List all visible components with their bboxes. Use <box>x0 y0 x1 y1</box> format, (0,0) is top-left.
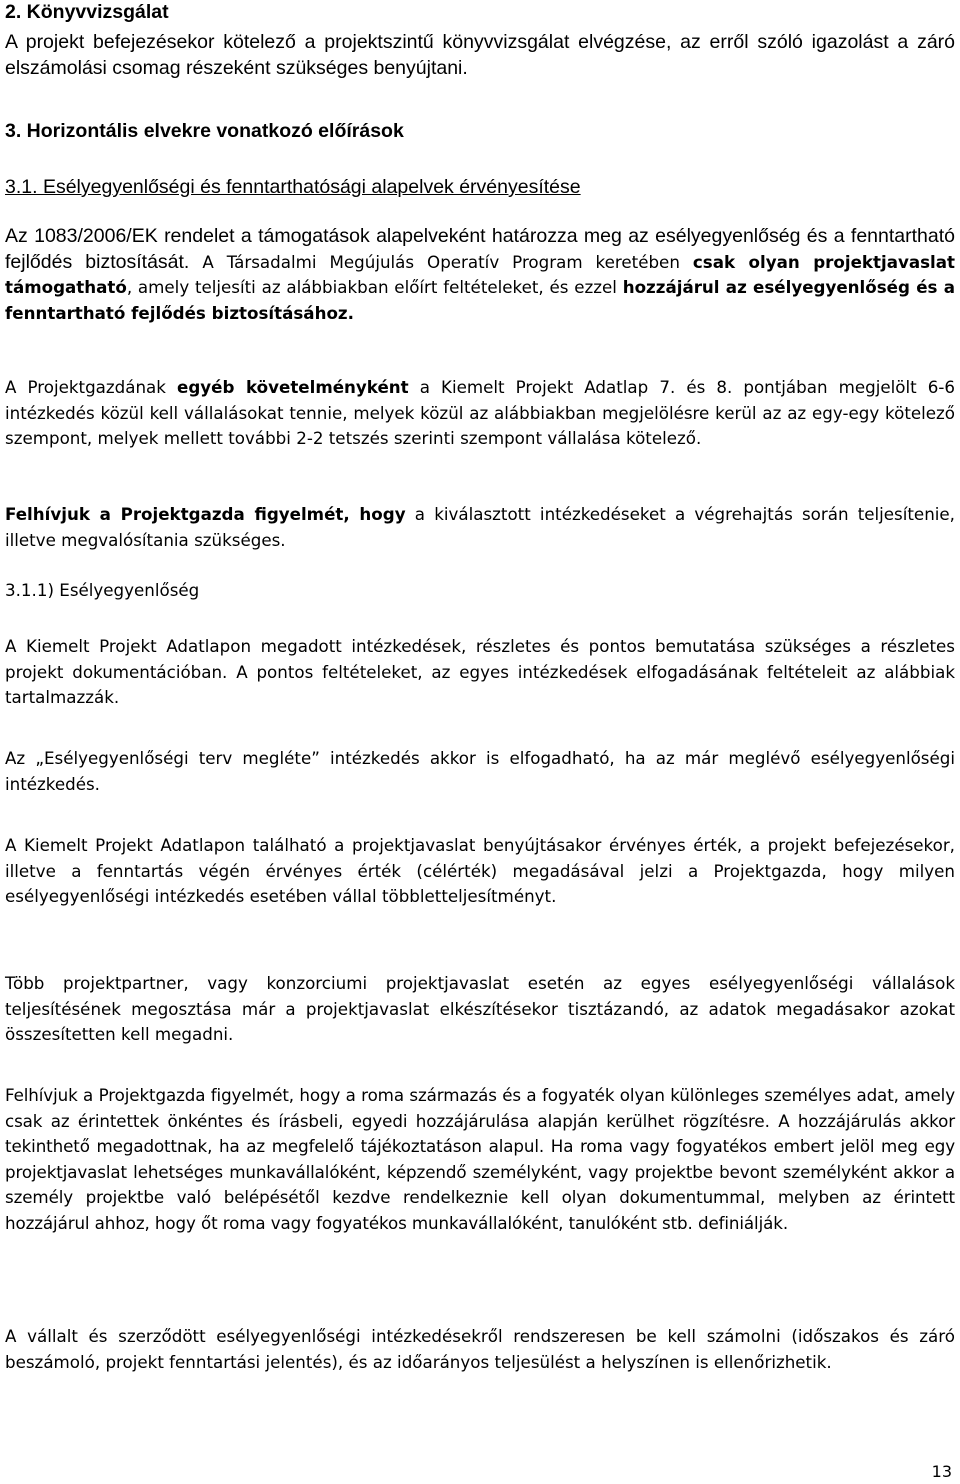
p2-text-b: a Kiemelt Projekt Adatlap 7. és 8. pontjában megjelölt 6-6 intézkedés közül kell vállalásokat tennie, melyek közül az alábbiakban megjelölésre kerül az az egy-egy kötelező szempont, melyek mellett további 2-2 tetszés szerinti szempont vállalása kötelező. <box>5 377 956 448</box>
section-3-1-1-heading: 3.1.1) Esélyegyenlőség <box>5 580 200 600</box>
p2-bold: egyéb követelményként <box>177 377 409 397</box>
section-3-1-1-paragraph-1: A Kiemelt Projekt Adatlapon megadott intézkedések, részletes és pontos bemutatása szükséges a részletes projekt dokumentációban. A pontos feltételeket, az egyes intézkedések elfogadásának feltételeit az alábbiak tartalmazzák. <box>5 636 955 707</box>
section-3-1-1-paragraph-5: Felhívjuk a Projektgazda figyelmét, hogy a roma származás és a fogyaték olyan különleges személyes adat, amely csak az érintettek önkéntes és írásbeli, egyedi hozzájárulása alapján kerülhet rögzítésre. A hozzájárulás akkor tekinthető megadottnak, ha az megfelelő tájékoztatáson alapul. Ha roma vagy fogyatékos embert jelöl meg egy projektjavaslat lehetséges munkavállalóként, képzendő személyként, vagy projektbe bevont személyként akkor a személy projektbe való belépésétől kezdve rendelkeznie kell olyan dokumentummal, melyben az érintett hozzájárul ahhoz, hogy őt roma vagy fogyatékos munkavállalóként, tanulóként stb. definiálják. <box>5 1085 955 1233</box>
section-3-1-1-paragraph-4: Több projektpartner, vagy konzorciumi projektjavaslat esetén az egyes esélyegyenlőségi vállalások teljesítésének megosztása már a projektjavaslat elkészítésekor tisztázandó, az adatok megadásakor azokat összesítetten kell megadni. <box>5 973 955 1044</box>
section-3-1-paragraph-2 <box>5 375 955 452</box>
intro-regulation-text: Az 1083/2006/EK rendelet a támogatások alapelveként határozza meg az esélyegyenlőség és a fenntartható fejlődés biztosítását. <box>5 225 955 273</box>
p2-text-a: A Projektgazdának <box>5 377 178 397</box>
p3-bold: Felhívjuk a Projektgazda figyelmét, hogy <box>5 504 406 524</box>
intro-text-b: A Társadalmi Megújulás Operatív Program keretében <box>189 251 693 272</box>
section-3-heading: 3. Horizontális elvekre vonatkozó előírások <box>5 120 404 142</box>
section-3-1-intro <box>5 224 955 326</box>
section-3-1-heading: 3.1. Esélyegyenlőségi és fenntarthatósági alapelvek érvényesítése <box>5 176 581 198</box>
section-2-heading: 2. Könyvvizsgálat <box>5 1 169 23</box>
page-number: 13 <box>931 1462 952 1481</box>
intro-text-c: , amely teljesíti az alábbiakban előírt feltételeket, és ezzel <box>126 277 623 297</box>
p3-text: a kiválasztott intézkedéseket a végrehajtás során teljesítenie, illetve megvalósítania szükséges. <box>5 504 955 550</box>
section-3-1-1-paragraph-2: Az „Esélyegyenlőségi terv megléte” intézkedés akkor is elfogadható, ha az már meglévő esélyegyenlőségi intézkedés. <box>5 748 955 794</box>
section-3-1-1-paragraph-3: A Kiemelt Projekt Adatlapon található a projektjavaslat benyújtásakor érvényes érték, a projekt befejezésekor, illetve a fenntartás végén érvényes érték (célérték) megadásával jelzi a Projektgazda, hogy milyen esélyegyenlőségi intézkedés esetében vállal többletteljesítményt. <box>5 835 955 906</box>
section-3-1-paragraph-3 <box>5 502 955 553</box>
section-2-text: A projekt befejezésekor kötelező a projektszintű könyvvizsgálat elvégzése, az erről szóló igazolást a záró elszámolási csomag részeként szükséges benyújtani. <box>5 31 955 79</box>
section-2 <box>5 0 955 81</box>
section-3-1-1-paragraph-6: A vállalt és szerződött esélyegyenlőségi intézkedésekről rendszeresen be kell számolni (időszakos és záró beszámoló, projekt fenntartási jelentés), és az időarányos teljesülést a helyszínen is ellenőrizhetik. <box>5 1326 955 1372</box>
intro-bold-1: csak olyan projektjavaslat támogatható <box>5 251 955 297</box>
intro-bold-2: hozzájárul az esélyegyenlőség és a fenntartható fejlődés biztosításához. <box>5 277 955 323</box>
